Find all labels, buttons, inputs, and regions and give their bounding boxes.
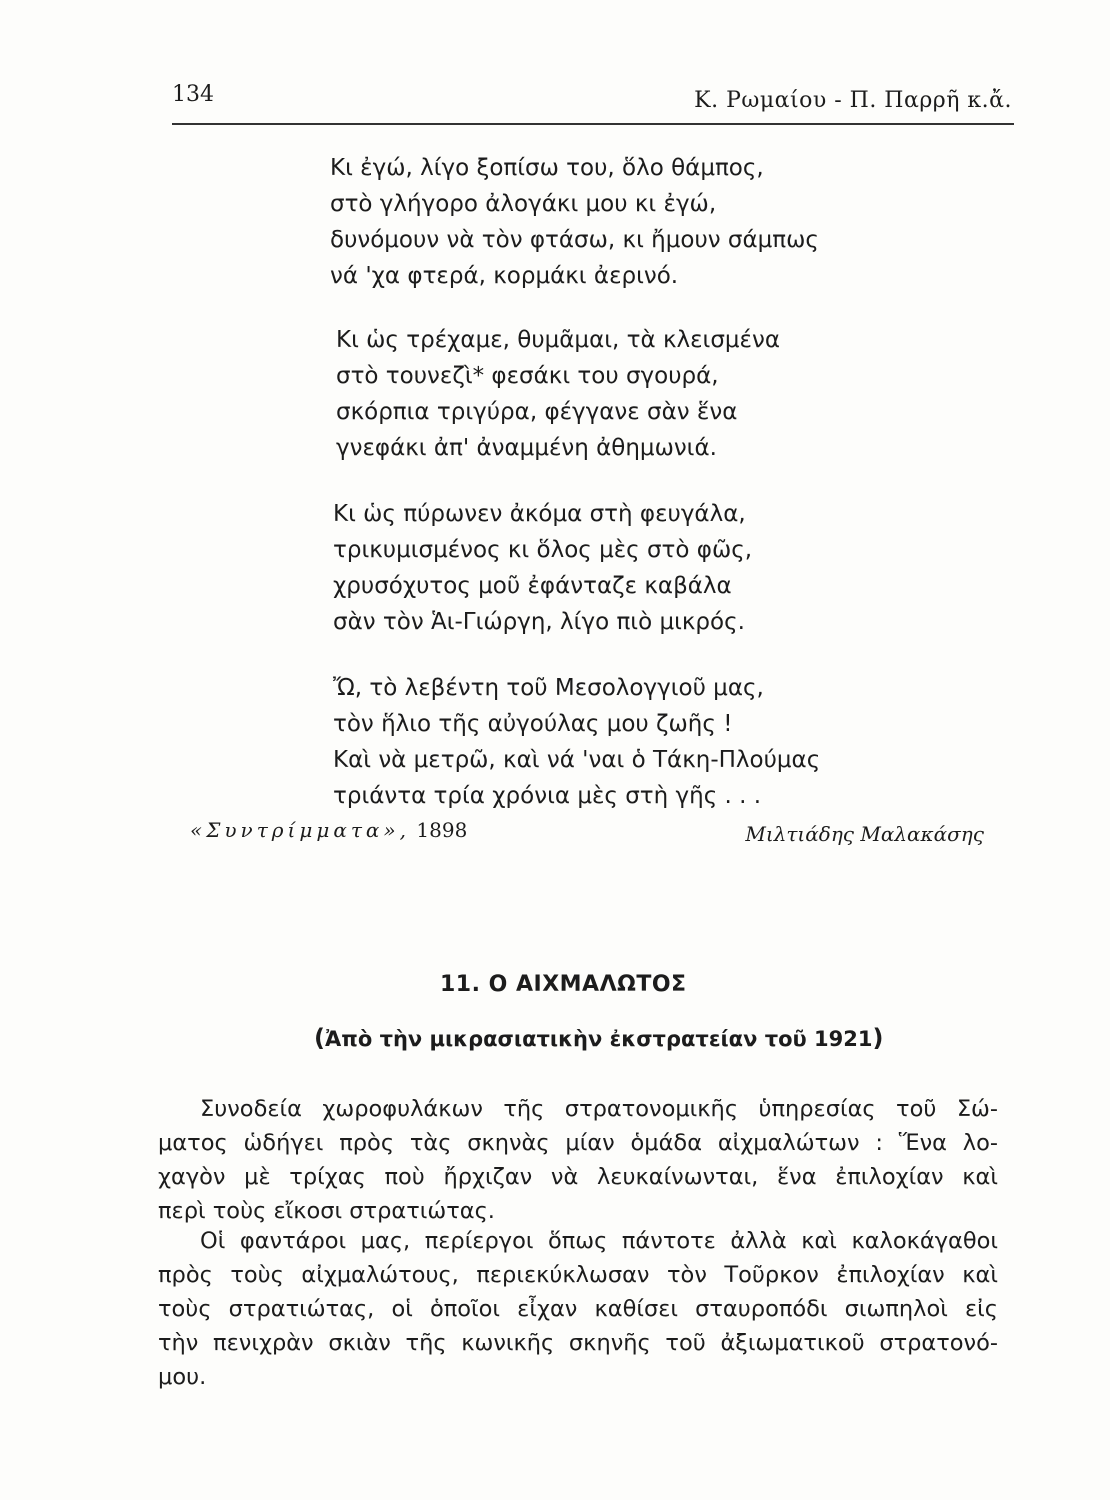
body-line: χαγὸν μὲ τρίχας ποὺ ἤρχιζαν νὰ λευκαίνωνται, ἕνα ἐπιλοχίαν καὶ: [158, 1164, 998, 1190]
poem-line: στὸ γλήγορο ἀλογάκι μου κι ἐγώ,: [330, 191, 717, 217]
body-line: μου.: [158, 1364, 207, 1390]
body-line: τοὺς στρατιώτας, οἱ ὁποῖοι εἶχαν καθίσει σταυροπόδι σιωπηλοὶ εἰς: [158, 1296, 998, 1322]
body-paragraph: [158, 1092, 998, 1228]
poem-line: σκόρπια τριγύρα, φέγγανε σὰν ἕνα: [336, 399, 738, 425]
poem-stanza: [336, 322, 780, 466]
subtitle-text: Ἀπὸ τὴν μικρασιατικὴν ἐκστρατείαν τοῦ 1921: [324, 1027, 873, 1051]
poem-line: τὸν ἥλιο τῆς αὐγούλας μου ζωῆς !: [333, 711, 733, 737]
body-line: Συνοδεία χωροφυλάκων τῆς στρατονομικῆς ὑπηρεσίας τοῦ Σώ-: [200, 1096, 998, 1122]
section-heading: 11. Ο ΑΙΧΜΑΛΩΤΟΣ: [440, 972, 687, 997]
poem-line: γνεφάκι ἀπ' ἀναμμένη ἀθημωνιά.: [336, 435, 717, 461]
subtitle-open-paren: (: [314, 1024, 325, 1052]
poem-line: Καὶ νὰ μετρῶ, καὶ νά 'ναι ὁ Τάκη-Πλούμας: [333, 747, 821, 773]
page-number: 134: [172, 82, 214, 107]
section-subtitle: [314, 1024, 883, 1052]
poem-line: χρυσόχυτος μοῦ ἐφάνταζε καβάλα: [333, 573, 732, 599]
poem-line: Κι ὡς τρέχαμε, θυμᾶμαι, τὰ κλεισμένα: [336, 327, 780, 353]
poem-attribution: [172, 818, 984, 848]
poem-line: τριάντα τρία χρόνια μὲς στὴ γῆς . . .: [333, 783, 762, 809]
body-line: ματος ὡδήγει πρὸς τὰς σκηνὰς μίαν ὁμάδα αἰχμαλώτων : Ἕνα λο-: [158, 1130, 998, 1156]
body-line: τὴν πενιχρὰν σκιὰν τῆς κωνικῆς σκηνῆς τοῦ ἀξιωματικοῦ στρατονό-: [158, 1330, 998, 1356]
poem-line: Ὤ, τὸ λεβέντη τοῦ Μεσολογγιοῦ μας,: [333, 675, 764, 701]
poem-stanza: [330, 150, 819, 294]
header-rule: [172, 123, 1014, 125]
poem-line: τρικυμισμένος κι ὅλος μὲς στὸ φῶς,: [333, 537, 753, 563]
poem-line: στὸ τουνεζὶ* φεσάκι του σγουρά,: [336, 363, 719, 389]
subtitle-close-paren: ): [872, 1024, 884, 1052]
poem-stanza: [333, 496, 752, 640]
poem-line: Κι ἐγώ, λίγο ξοπίσω του, ὅλο θάμπος,: [330, 155, 764, 181]
poem-stanza: [333, 670, 820, 814]
body-line: περὶ τοὺς εἴκοσι στρατιώτας.: [158, 1198, 495, 1224]
poem-line: σὰν τὸν Ἁι-Γιώργη, λίγο πιὸ μικρός.: [333, 609, 745, 635]
source-year: 1898: [416, 818, 468, 842]
running-head: Κ. Ρωμαίου - Π. Παρρῆ κ.ἄ.: [694, 88, 1012, 113]
body-line: πρὸς τοὺς αἰχμαλώτους, περιεκύκλωσαν τὸν Τοῦρκον ἐπιλοχίαν καὶ: [158, 1262, 998, 1288]
poem-line: νά 'χα φτερά, κορμάκι ἀερινό.: [330, 263, 679, 289]
page-header: [172, 82, 1012, 122]
source-title: «Συντρίμματα»,: [190, 818, 411, 842]
poem-line: δυνόμουν νὰ τὸν φτάσω, κι ἤμουν σάμπως: [330, 227, 819, 253]
body-paragraph: [158, 1224, 998, 1394]
body-line: Οἱ φαντάροι μας, περίεργοι ὅπως πάντοτε ἀλλὰ καὶ καλοκάγαθοι: [200, 1228, 998, 1254]
poem-line: Κι ὡς πύρωνεν ἀκόμα στὴ φευγάλα,: [333, 501, 746, 527]
poem-author: Μιλτιάδης Μαλακάσης: [745, 822, 984, 846]
poem-source: [190, 818, 467, 842]
